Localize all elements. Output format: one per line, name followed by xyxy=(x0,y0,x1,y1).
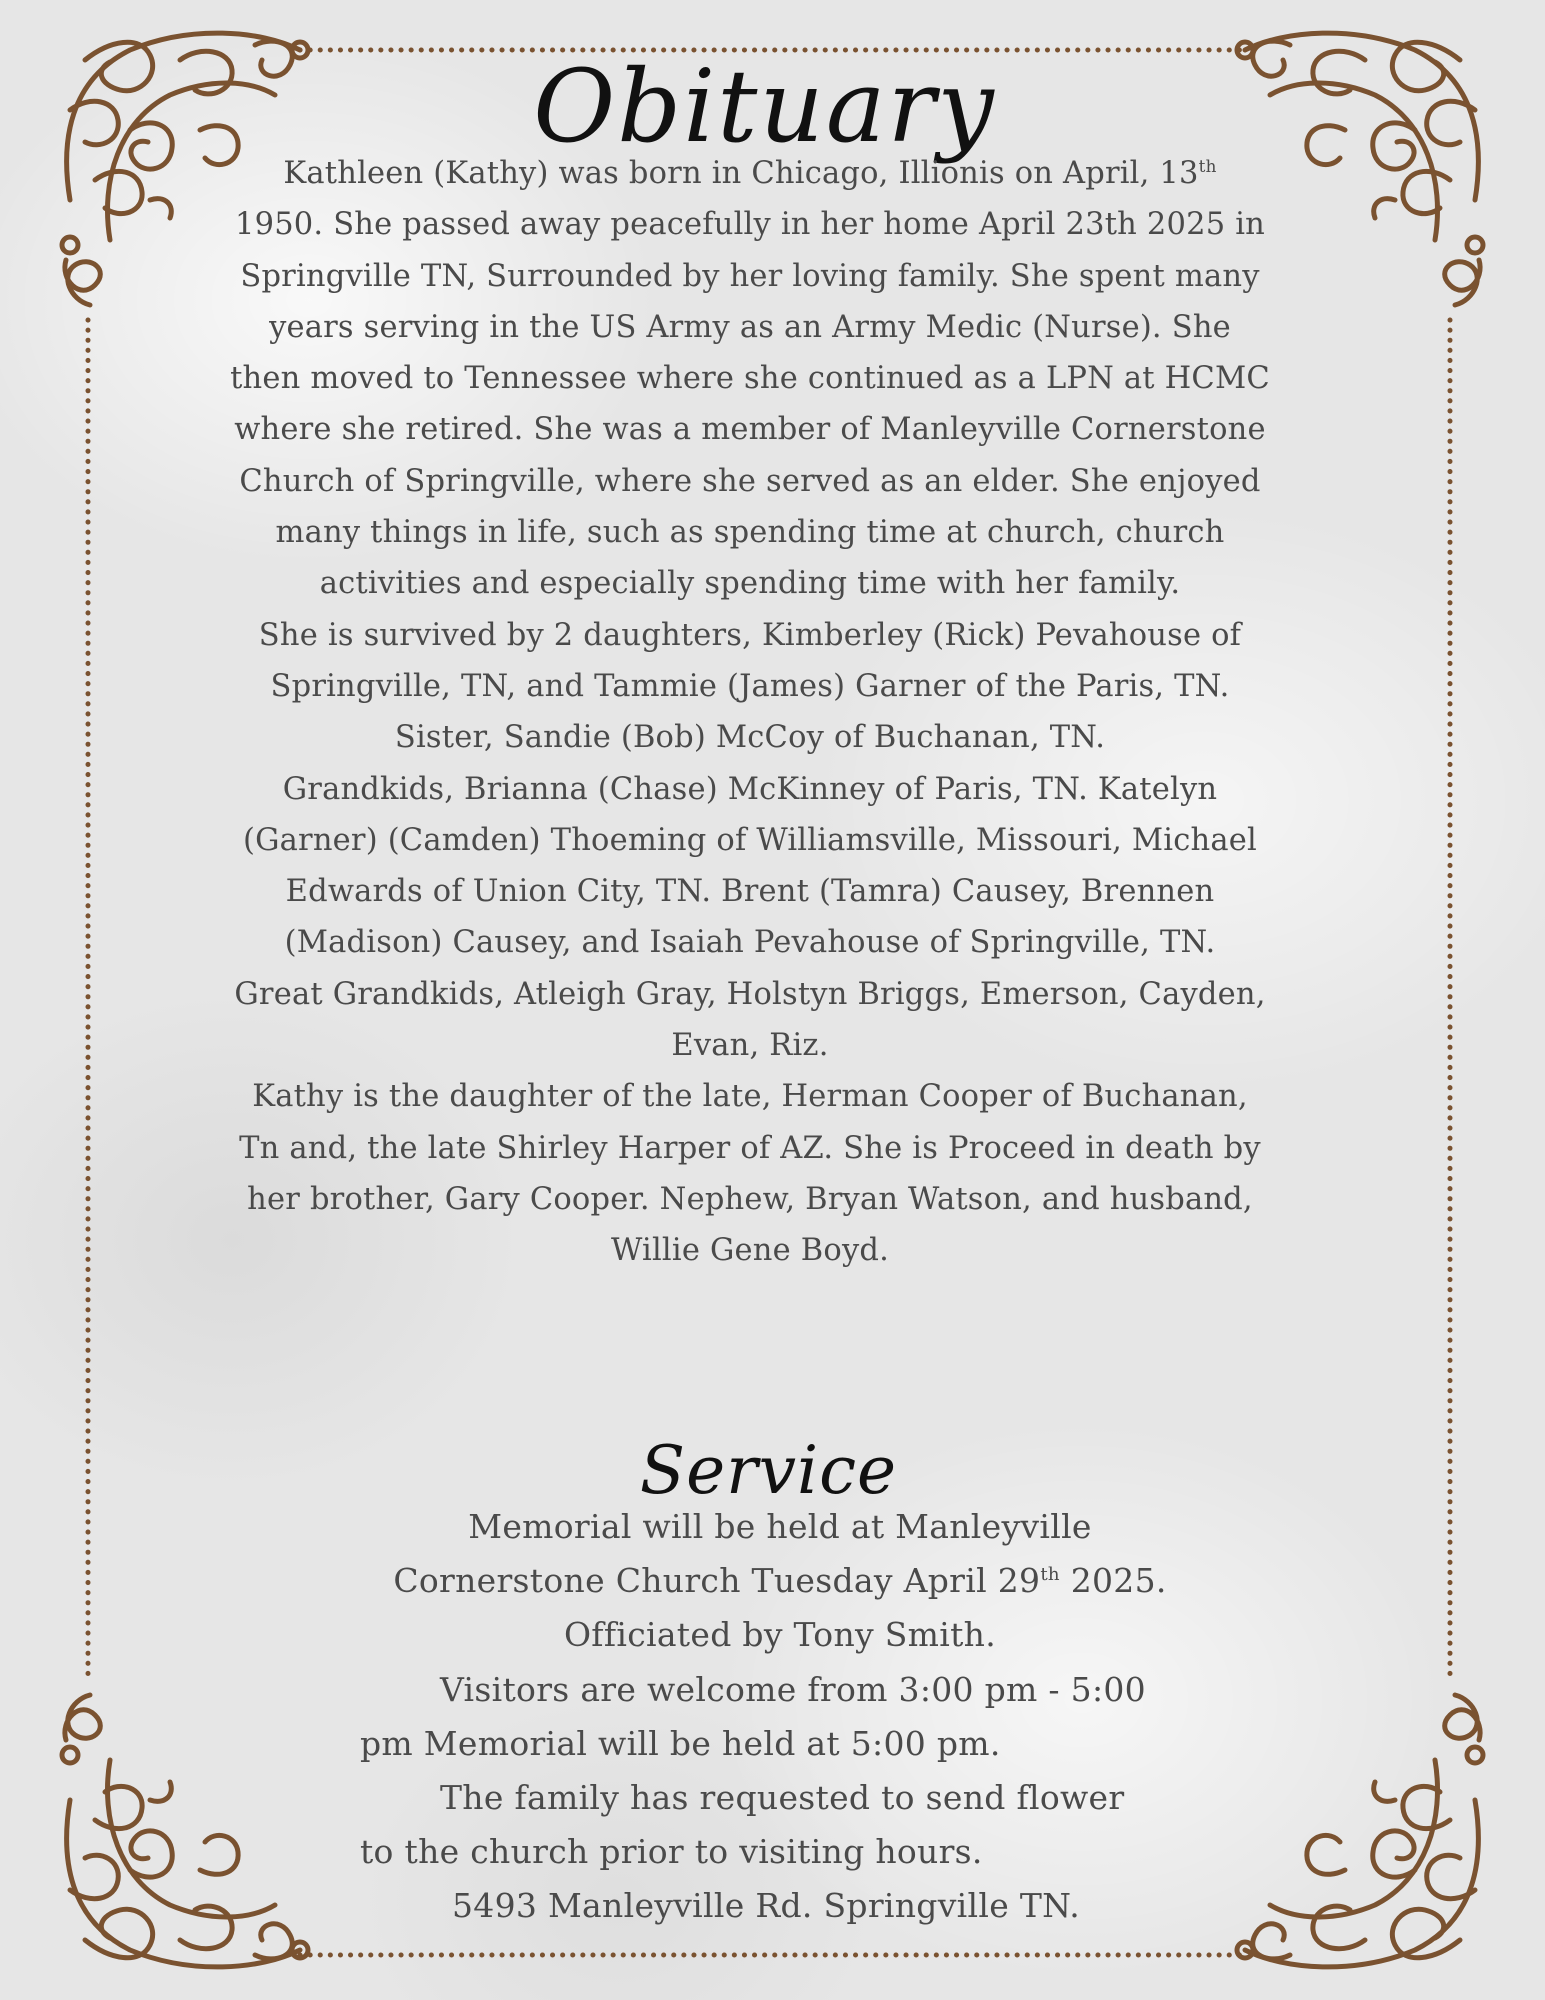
great-grandkids-paragraph: Great Grandkids, Atleigh Gray, Holstyn Briggs, Emerson, Cayden, Evan, Riz. xyxy=(234,976,1266,1064)
obituary-text xyxy=(230,148,1270,1277)
flowers-line: The family has requested to send flower to the church prior to visiting hours. xyxy=(360,1778,1125,1872)
address-line: 5493 Manleyville Rd. Springville TN. xyxy=(452,1886,1081,1926)
service-details xyxy=(360,1500,1200,1934)
memorial-date-line: Cornerstone Church Tuesday April 29th 2025. xyxy=(393,1561,1167,1601)
memorial-line: Memorial will be held at Manleyville xyxy=(468,1507,1092,1546)
visitors-line: Visitors are welcome from 3:00 pm - 5:00 pm Memorial will be held at 5:00 pm. xyxy=(360,1669,1146,1763)
corner-ornament-bottom-right xyxy=(1237,1695,1483,1967)
page-title: Obituary xyxy=(533,48,996,165)
corner-ornament-bottom-left xyxy=(62,1695,308,1967)
obituary-paragraph: Kathleen (Kathy) was born in Chicago, Illionis on April, 13th xyxy=(283,155,1217,191)
sister-paragraph: Sister, Sandie (Bob) McCoy of Buchanan, TN. xyxy=(394,720,1106,756)
grandkids-paragraph: Grandkids, Brianna (Chase) McKinney of Paris, TN. Katelyn (Garner) (Camden) Thoeming of Williamsville, Missouri, Michael Edwards of Union City, TN. Brent (Tamra) Causey, Brennen (Madison) Causey, and Isaiah Pevahouse of Springville, TN. xyxy=(243,771,1257,961)
service-title: Service xyxy=(639,1432,898,1509)
parents-paragraph: Kathy is the daughter of the late, Herman Cooper of Buchanan, Tn and, the late Shirley Harper of AZ. She is Proceed in death by her brother, Gary Cooper. Nephew, Bryan Watson, and husband, Willie Gene Boyd. xyxy=(239,1079,1261,1269)
obituary-paragraph: 1950. She passed away peacefully in her home April 23th 2025 in Springville TN, Surrounded by her loving family. She spent many years serving in the US Army as an Army Medic (Nurse). She then moved to Tennessee where she continued as a LPN at HCMC where she retired. She was a member of Manleyville Cornerstone Church of Springville, where she served as an elder. She enjoyed many things in life, such as spending time at church, church activities and especially spending time with her family. xyxy=(230,207,1270,602)
survivors-paragraph: She is survived by 2 daughters, Kimberley (Rick) Pevahouse of Springville, TN, and Tammie (James) Garner of the Paris, TN. xyxy=(258,617,1242,704)
officiant-line: Officiated by Tony Smith. xyxy=(563,1615,997,1655)
